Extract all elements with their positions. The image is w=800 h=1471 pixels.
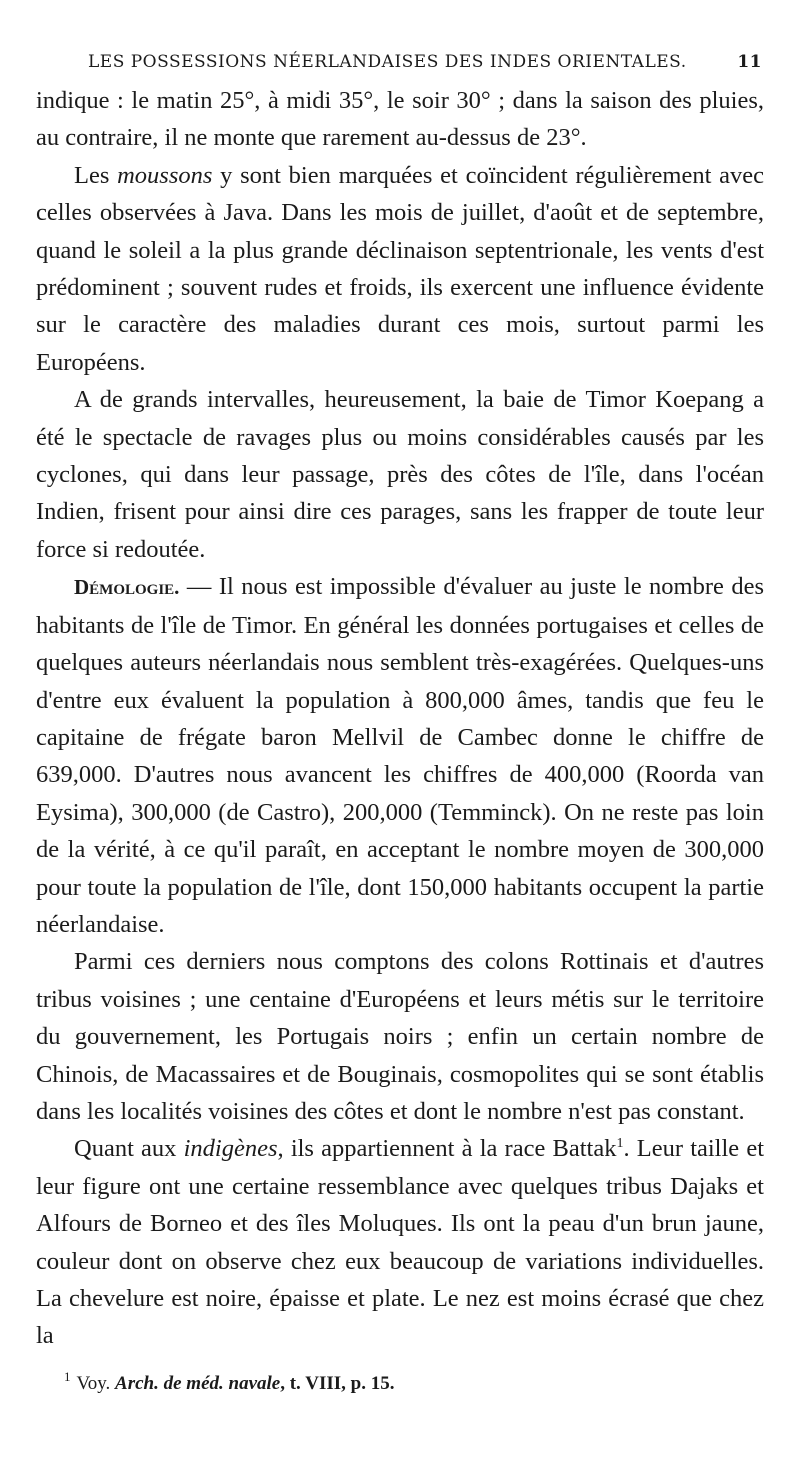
page-number: 11: [737, 52, 762, 72]
footnote-mark: 1: [64, 1369, 71, 1385]
term-indigenes: indigènes: [183, 1135, 278, 1163]
paragraph-indigenes-lead: Quant aux: [74, 1135, 184, 1163]
body-text: [36, 82, 764, 1355]
paragraph-moussons-lead: Les: [74, 161, 118, 189]
footnote-suffix: , t. VIII, p. 15.: [280, 1372, 395, 1394]
paragraph-colons: [36, 943, 764, 1130]
paragraph-moussons: [36, 157, 764, 381]
paragraph-1-text: indique : le matin 25°, à midi 35°, le soir 30° ; dans la saison des pluies, au contraire, il ne monte que rarement au-dessus de 23°.: [36, 87, 764, 152]
paragraph-1: [36, 82, 764, 157]
footnote: [36, 1371, 764, 1397]
paragraph-cyclones: [36, 381, 764, 568]
footnote-source: Arch. de méd. navale: [115, 1372, 281, 1394]
section-label-demologie: Démologie.: [74, 575, 180, 600]
document-page: [36, 52, 764, 1397]
paragraph-indigenes: [36, 1130, 764, 1354]
paragraph-cyclones-text: A de grands intervalles, heureusement, la baie de Timor Koepang a été le spectacle de ravages plus ou moins considérables causés par les cyclones, qui dans leur passage, près des côtes de l'île, dans l'océan Indien, frisent pour ainsi dire ces parages, sans les frapper de toute leur force si redoutée.: [36, 386, 764, 563]
running-title: LES POSSESSIONS NÉERLANDAISES DES INDES ORIENTALES.: [88, 52, 687, 72]
paragraph-colons-text: Parmi ces derniers nous comptons des colons Rottinais et d'autres tribus voisines ; une centaine d'Européens et leurs métis sur le territoire du gouvernement, les Portugais noirs ; enfin un certain nombre de Chinois, de Macassaires et de Bouginais, cosmopolites qui se sont établis dans les localités voisines des côtes et dont le nombre n'est pas constant.: [36, 948, 764, 1125]
paragraph-moussons-text: y sont bien marquées et coïncident régulièrement avec celles observées à Java. Dans les mois de juillet, d'août et de septembre, quand le soleil a la plus grande déclinaison septentrionale, les vents d'est prédominent ; souvent rudes et froids, ils exercent une influence évidente sur le caractère des maladies durant ces mois, surtout parmi les Européens.: [36, 161, 764, 376]
paragraph-demologie-text: — Il nous est impossible d'évaluer au juste le nombre des habitants de l'île de Timor. En général les données portugaises et celles de quelques auteurs néerlandais nous semblent très-exagérées. Quelques-uns d'entre eux évaluent la population à 800,000 âmes, tandis que feu le capitaine de frégate baron Mellvil de Cambec donne le chiffre de 639,000. D'autres nous avancent les chiffres de 400,000 (Roorda van Eysima), 300,000 (de Castro), 200,000 (Temminck). On ne reste pas loin de la vérité, à ce qu'il paraît, en acceptant le nombre moyen de 300,000 pour toute la population de l'île, dont 150,000 habitants occupent la partie néerlandaise.: [36, 573, 764, 938]
footnote-prefix: Voy.: [76, 1372, 116, 1394]
paragraph-indigenes-text-b: . Leur taille et leur figure ont une certaine ressemblance avec quelques tribus Dajaks et Alfours de Borneo et des îles Moluques. Ils ont la peau d'un brun jaune, couleur dont on observe chez eux beaucoup de variations individuelles. La chevelure est noire, épaisse et plate. Le nez est moins écrasé que chez la: [36, 1135, 765, 1350]
running-head: [36, 52, 764, 72]
term-moussons: moussons: [117, 161, 213, 189]
paragraph-indigenes-text-a: , ils appartiennent à la race Battak: [277, 1135, 617, 1163]
footnote-reference: 1: [616, 1136, 624, 1152]
paragraph-demologie: [36, 568, 764, 943]
